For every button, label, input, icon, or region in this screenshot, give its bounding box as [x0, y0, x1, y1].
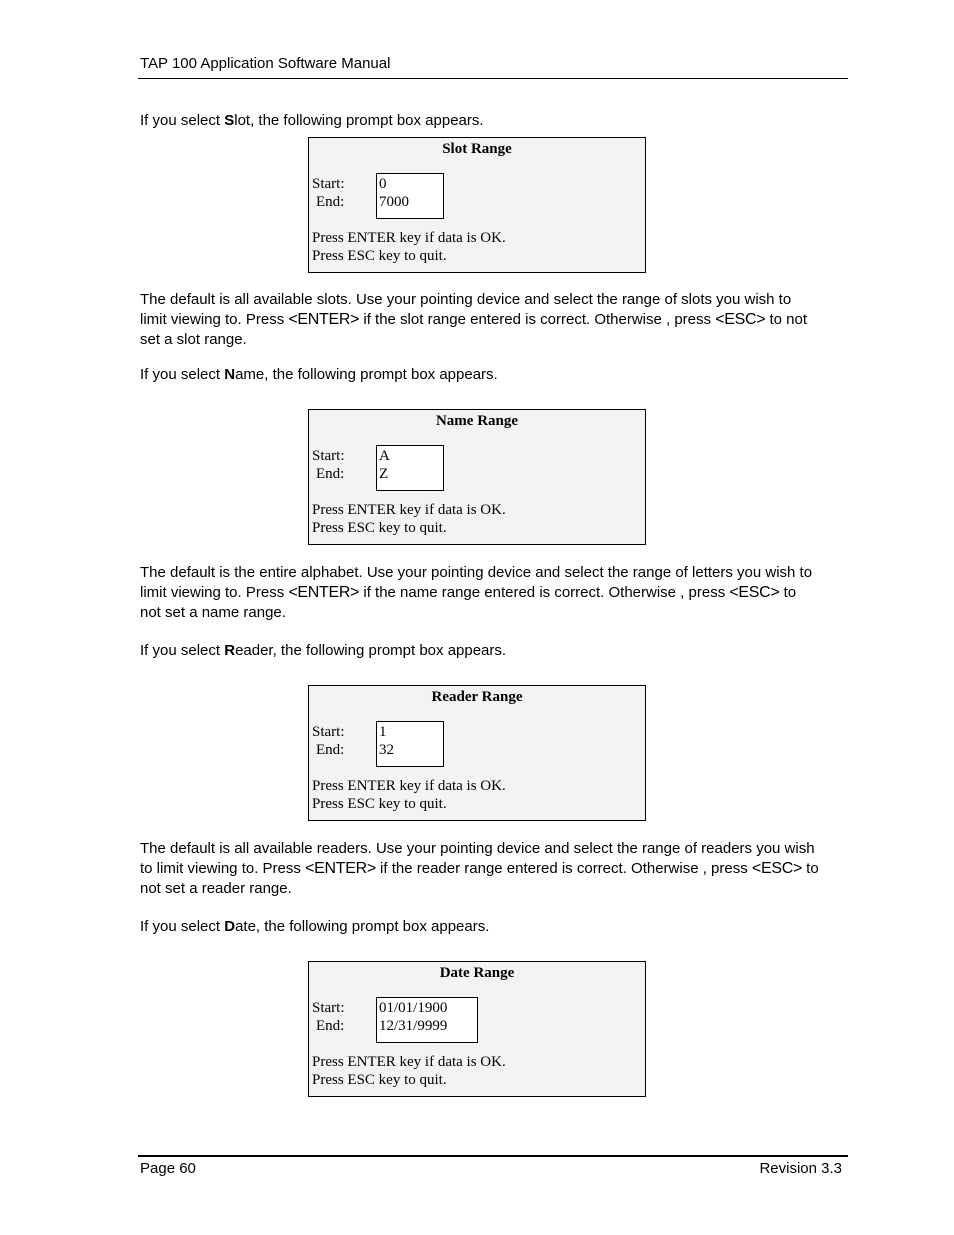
enter-instruction: Press ENTER key if data is OK.	[312, 502, 506, 518]
dialog-title: Date Range	[439, 965, 515, 981]
end-label: End:	[316, 194, 345, 210]
esc-instruction: Press ESC key to quit.	[312, 796, 447, 812]
intro-text: If you select	[140, 366, 225, 383]
end-label: End:	[316, 742, 345, 758]
start-value[interactable]: 01/01/1900	[379, 1000, 448, 1016]
esc-key-ref: <ESC>	[715, 311, 766, 328]
slot-range-dialog	[308, 137, 646, 273]
desc-text: The default is all available slots. Use your pointing device and select the range of slots you wish to limit viewing to. Press	[140, 291, 792, 328]
desc-text: The default is all available readers. Use your pointing device and select the range of readers you wish to limit viewing to. Press	[140, 840, 815, 877]
esc-key-ref: <ESC>	[751, 860, 802, 877]
end-label: End:	[316, 466, 345, 482]
intro-key: N	[224, 366, 236, 383]
footer-rule	[138, 1155, 848, 1157]
date-range-dialog	[308, 961, 646, 1097]
page-number: Page 60	[140, 1160, 196, 1177]
name-range-dialog	[308, 409, 646, 545]
intro-text: lot, the following prompt box appears.	[234, 112, 484, 129]
enter-key-ref: <ENTER>	[288, 584, 360, 601]
page-header: TAP 100 Application Software Manual	[140, 55, 391, 72]
slot-intro	[140, 111, 820, 131]
intro-text: If you select	[140, 642, 225, 659]
intro-text: If you select	[140, 918, 225, 935]
desc-text: if the name range entered is correct. Otherwise , press	[359, 584, 730, 601]
desc-text: to not set a reader range.	[140, 860, 819, 897]
start-label: Start:	[312, 176, 345, 192]
range-field[interactable]	[376, 445, 444, 491]
start-value[interactable]: 0	[379, 176, 387, 192]
name-description	[140, 563, 820, 623]
intro-text: ate, the following prompt box appears.	[235, 918, 490, 935]
range-field[interactable]	[376, 173, 444, 219]
desc-text: to not set a name range.	[140, 584, 797, 621]
desc-text: to not set a slot range.	[140, 311, 807, 348]
intro-key: R	[224, 642, 236, 659]
enter-instruction: Press ENTER key if data is OK.	[312, 778, 506, 794]
esc-key-ref: <ESC>	[729, 584, 780, 601]
start-label: Start:	[312, 448, 345, 464]
intro-text: eader, the following prompt box appears.	[235, 642, 507, 659]
start-label: Start:	[312, 724, 345, 740]
dialog-title: Slot Range	[442, 141, 512, 157]
end-value[interactable]: 7000	[379, 194, 409, 210]
desc-text: if the reader range entered is correct. Otherwise , press	[375, 860, 752, 877]
esc-instruction: Press ESC key to quit.	[312, 248, 447, 264]
intro-text: If you select	[140, 112, 225, 129]
desc-text: if the slot range entered is correct. Otherwise , press	[359, 311, 716, 328]
range-field[interactable]	[376, 997, 478, 1043]
dialog-title: Name Range	[435, 413, 519, 429]
start-label: Start:	[312, 1000, 345, 1016]
start-value[interactable]: A	[379, 448, 390, 464]
esc-instruction: Press ESC key to quit.	[312, 520, 447, 536]
reader-description	[140, 839, 820, 899]
start-value[interactable]: 1	[379, 724, 387, 740]
header-rule	[138, 78, 848, 79]
name-intro	[140, 365, 820, 385]
slot-description	[140, 290, 820, 350]
end-value[interactable]: Z	[379, 466, 389, 482]
intro-key: D	[224, 918, 236, 935]
revision-label: Revision 3.3	[759, 1160, 842, 1177]
end-value[interactable]: 32	[379, 742, 394, 758]
intro-key: S	[224, 112, 235, 129]
dialog-title: Reader Range	[431, 689, 523, 705]
end-label: End:	[316, 1018, 345, 1034]
enter-key-ref: <ENTER>	[305, 860, 376, 877]
enter-instruction: Press ENTER key if data is OK.	[312, 1054, 506, 1070]
enter-key-ref: <ENTER>	[288, 311, 360, 328]
end-value[interactable]: 12/31/9999	[379, 1018, 448, 1034]
desc-text: The default is the entire alphabet. Use your pointing device and select the range of letters you wish to limit viewing to. Press	[140, 564, 813, 601]
reader-intro	[140, 641, 820, 661]
esc-instruction: Press ESC key to quit.	[312, 1072, 447, 1088]
range-field[interactable]	[376, 721, 444, 767]
enter-instruction: Press ENTER key if data is OK.	[312, 230, 506, 246]
intro-text: ame, the following prompt box appears.	[235, 366, 498, 383]
reader-range-dialog	[308, 685, 646, 821]
date-intro	[140, 917, 820, 937]
